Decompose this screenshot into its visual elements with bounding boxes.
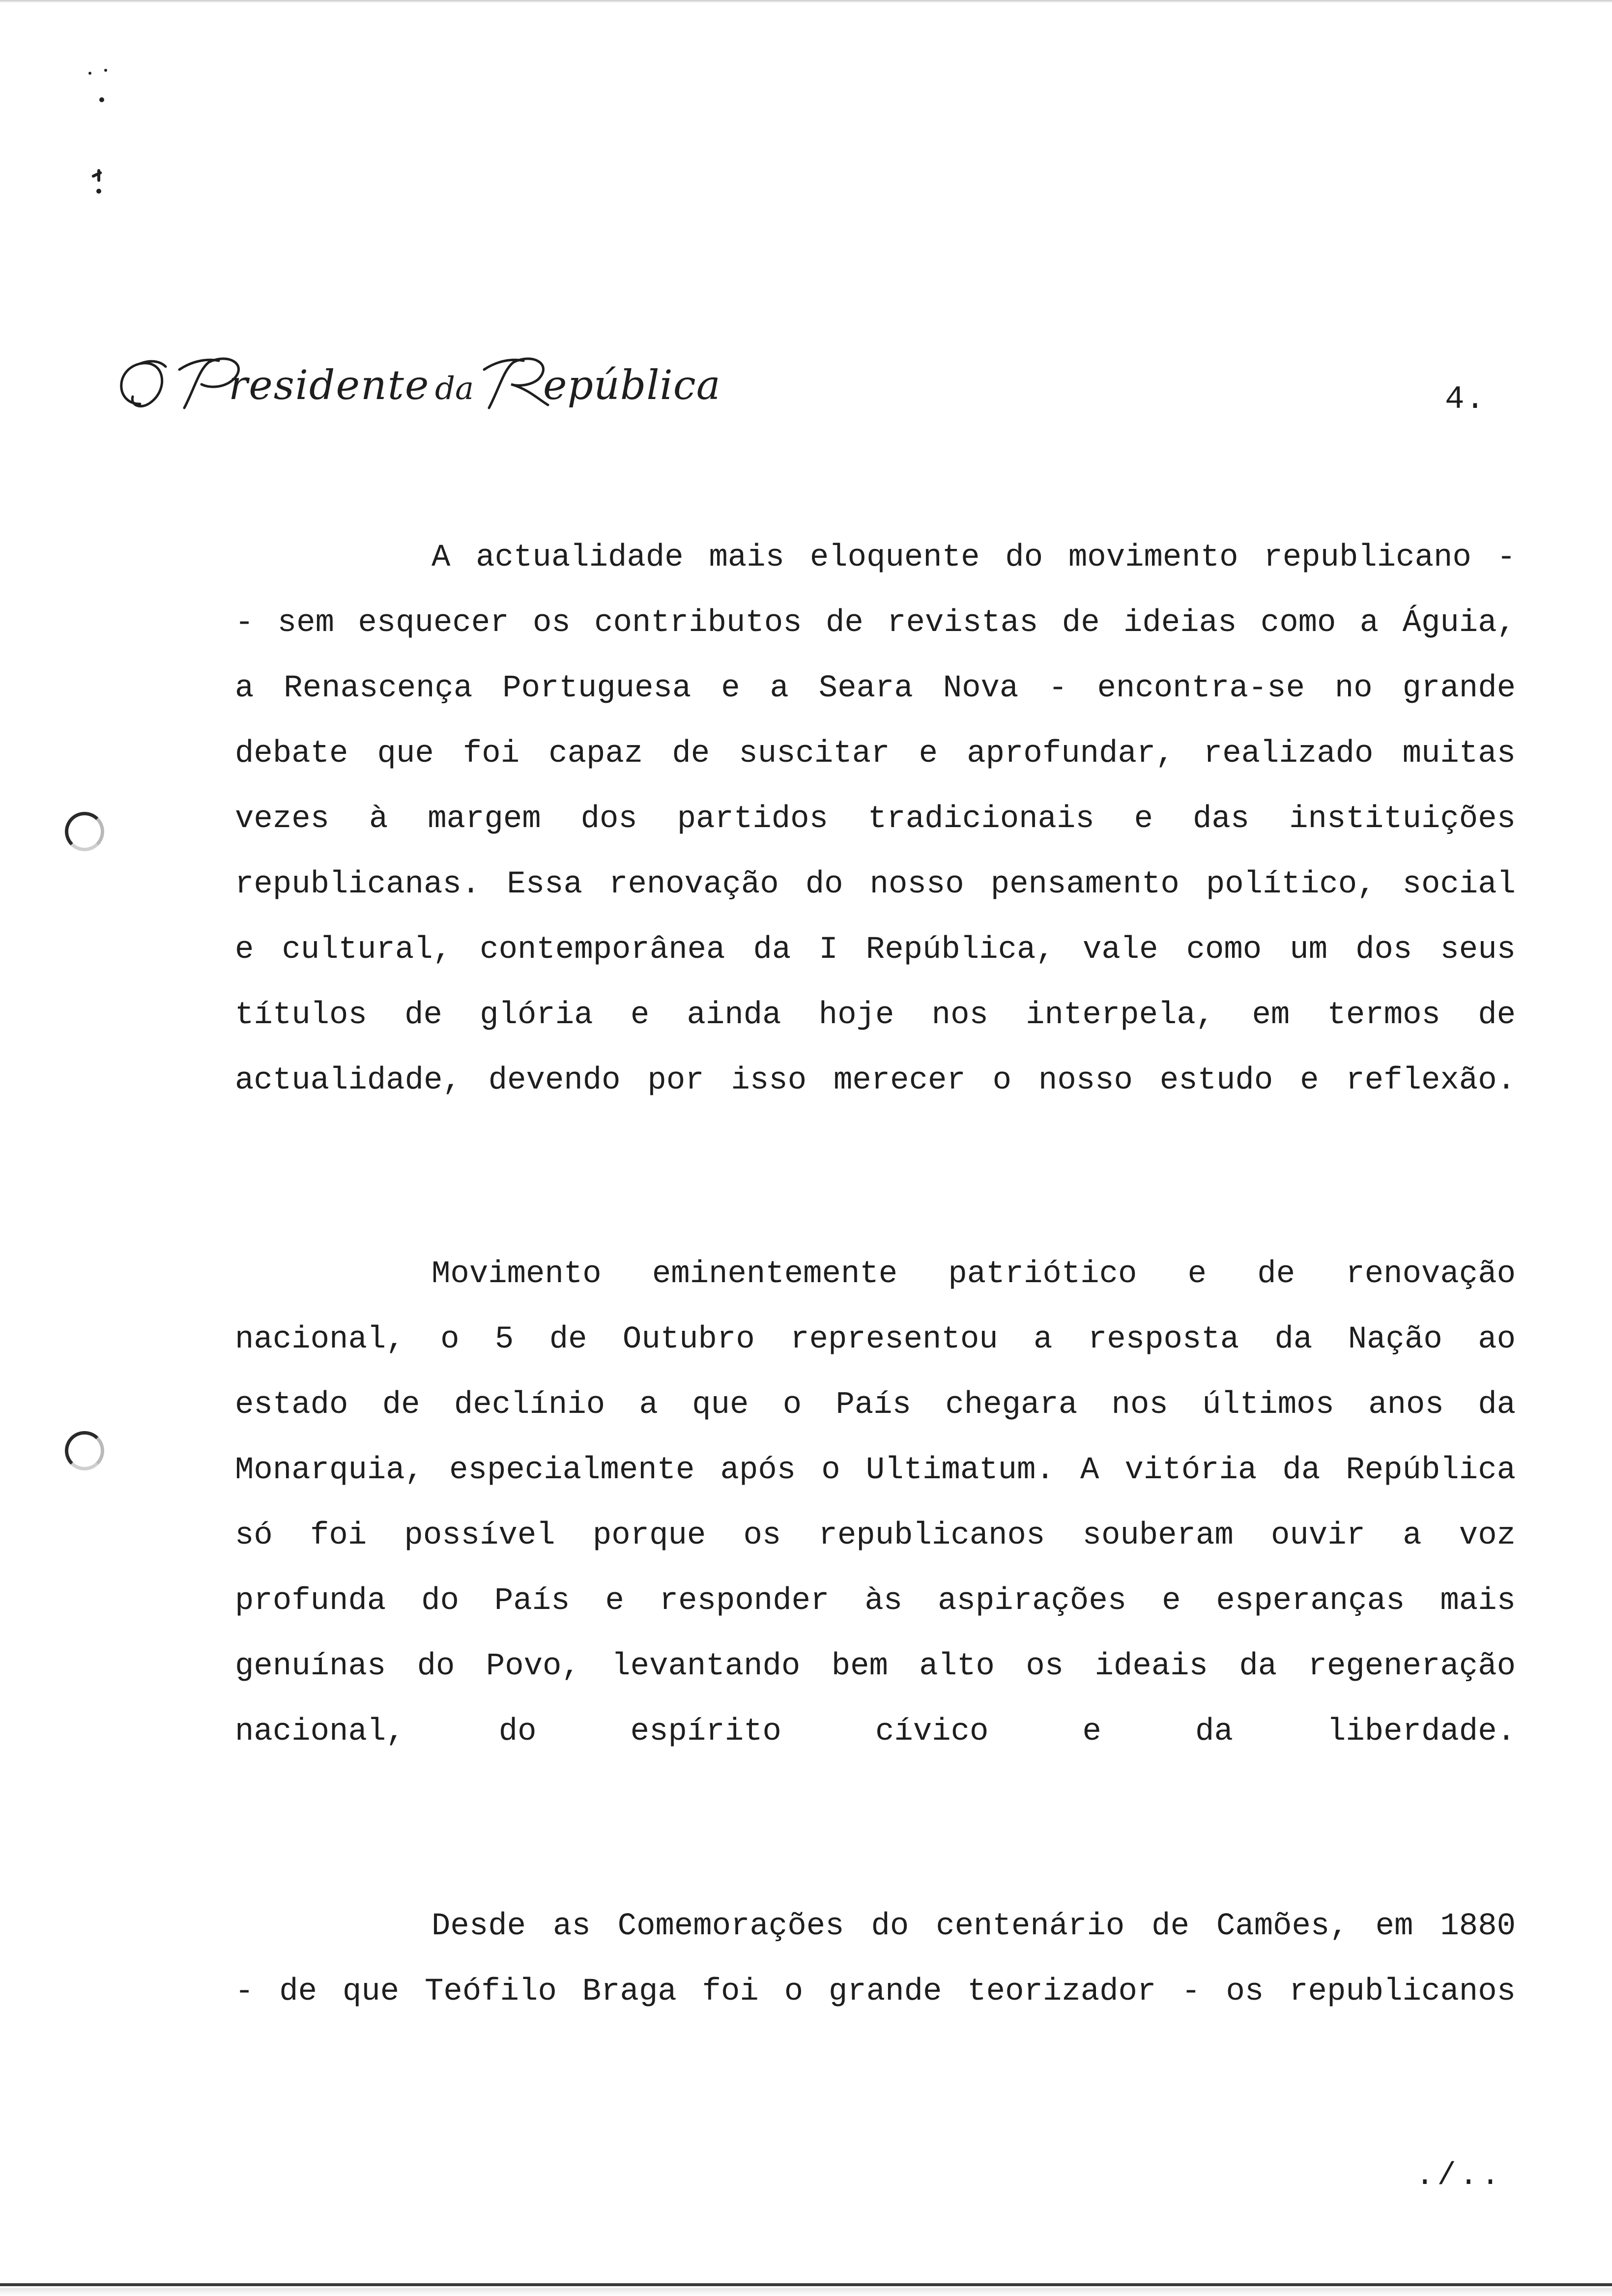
text-line: actualidade, devendo por isso merecer o nosso estudo e reflexão. [235, 1063, 1516, 1098]
text-line: - de que Teófilo Braga foi o grande teorizador - os republicanos [235, 1974, 1516, 2009]
svg-text:da: da [435, 371, 474, 407]
text-line: Movimento eminentemente patriótico e de renovação [432, 1257, 1516, 1292]
scan-mark [91, 171, 102, 178]
svg-text:residente: residente [229, 362, 430, 409]
text-line: Monarquia, especialmente após o Ultimatum. A vitória da República [235, 1453, 1516, 1488]
letterhead-logo [111, 350, 721, 424]
scan-mark [97, 169, 100, 182]
text-line: Desde as Comemorações do centenário de Camões, em 1880 [432, 1909, 1516, 1944]
svg-text:epública: epública [543, 362, 721, 409]
text-line: nacional, do espírito cívico e da liberdade. [235, 1714, 1516, 1750]
punch-hole [65, 1431, 104, 1470]
text-line: vezes à margem dos partidos tradicionais e das instituições [235, 802, 1516, 837]
text-line: profunda do País e responder às aspirações e esperanças mais [235, 1583, 1516, 1619]
continuation-mark: ./.. [1415, 2158, 1503, 2194]
scan-top-edge [0, 0, 1612, 3]
text-line: debate que foi capaz de suscitar e aprofundar, realizado muitas [235, 736, 1516, 772]
text-line: A actualidade mais eloquente do movimento republicano - [432, 540, 1516, 575]
text-line: e cultural, contemporânea da I República, vale como um dos seus [235, 932, 1516, 968]
scan-bottom-edge [0, 2283, 1612, 2286]
scan-mark [88, 72, 91, 75]
text-line: nacional, o 5 de Outubro representou a resposta da Nação ao [235, 1322, 1516, 1357]
text-line: só foi possível porque os republicanos souberam ouvir a voz [235, 1518, 1516, 1553]
text-line: a Renascença Portuguesa e a Seara Nova - encontra-se no grande [235, 671, 1516, 706]
text-line: - sem esquecer os contributos de revistas de ideias como a Águia, [235, 605, 1516, 641]
scan-mark [99, 97, 104, 102]
scan-mark [104, 69, 107, 72]
text-line: republicanas. Essa renovação do nosso pensamento político, social [235, 867, 1516, 902]
text-line: genuínas do Povo, levantando bem alto os ideais da regeneração [235, 1649, 1516, 1684]
text-line: estado de declínio a que o País chegara nos últimos anos da [235, 1387, 1516, 1423]
scan-bottom-shadow [0, 2288, 1612, 2296]
scan-mark [96, 189, 101, 194]
text-line: títulos de glória e ainda hoje nos interpela, em termos de [235, 998, 1516, 1033]
punch-hole [65, 812, 104, 851]
page-number: 4. [1445, 381, 1486, 418]
